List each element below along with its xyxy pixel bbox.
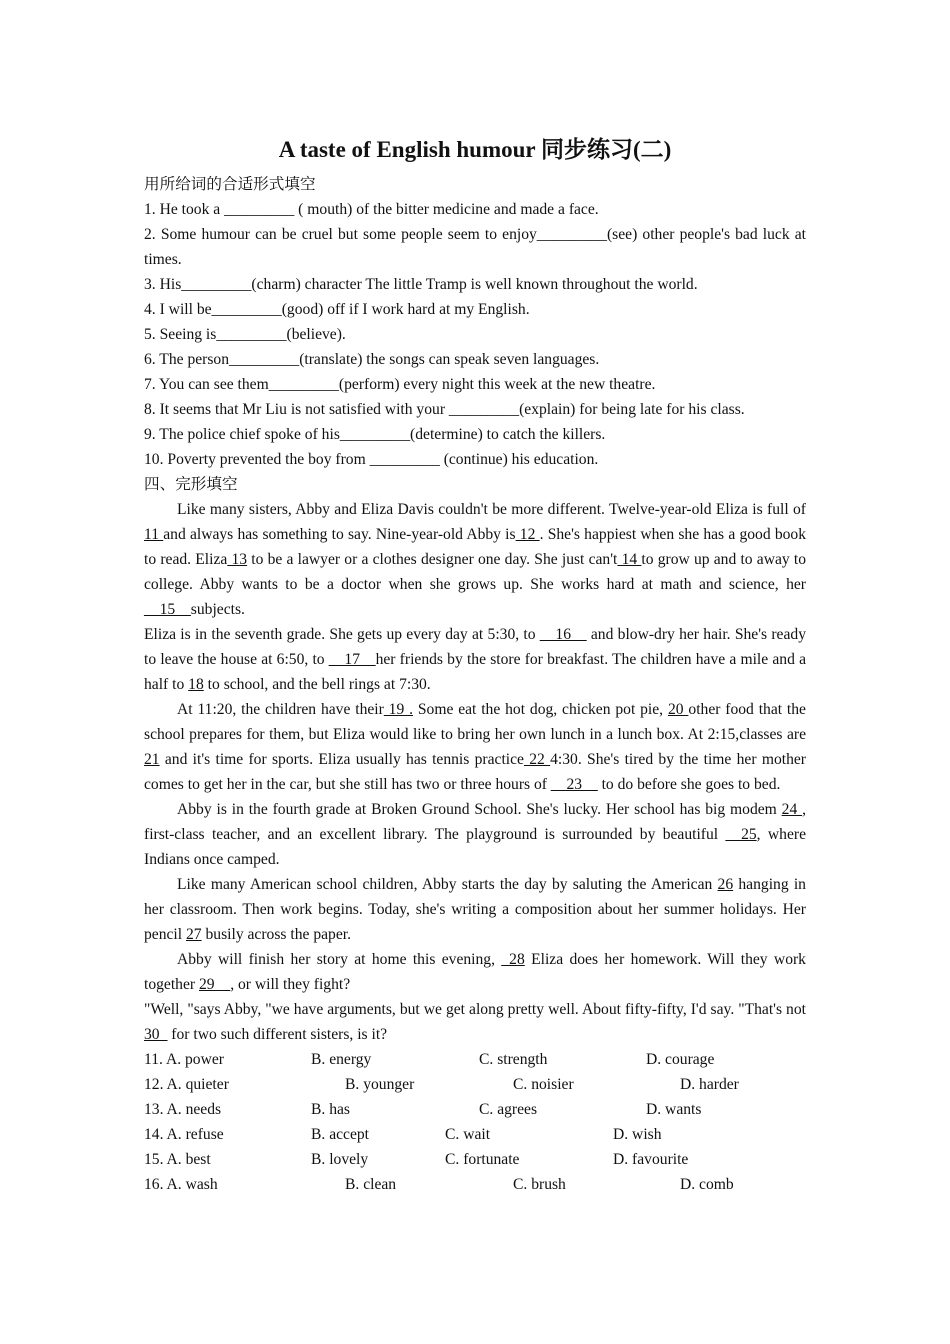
option-d: D. wish	[613, 1126, 662, 1143]
options-row-14	[144, 1122, 806, 1147]
worksheet-page	[144, 130, 806, 1197]
option-c: C. agrees	[479, 1101, 538, 1118]
option-d: D. favourite	[613, 1151, 689, 1168]
blank-12: 12	[515, 526, 540, 543]
options-row-13	[144, 1097, 806, 1122]
blank-19: 19 .	[383, 701, 413, 718]
option-a: 11. A. power	[144, 1051, 224, 1068]
blank-13: 13	[227, 551, 248, 568]
blank-21: 21	[144, 751, 160, 768]
exercise-item-8: 8. It seems that Mr Liu is not satisfied with your _________(explain) for being late for his class.	[144, 401, 745, 418]
exercise-item-2: 2. Some humour can be cruel but some people seem to enjoy_________(see) other people's bad luck at times.	[144, 226, 806, 268]
blank-23: __23__	[550, 776, 598, 793]
option-d: D. harder	[680, 1076, 739, 1093]
cloze-paragraph-1: Like many sisters, Abby and Eliza Davis couldn't be more different. Twelve-year-old Eliza is full of 11 and always has something to say. Nine-year-old Abby is 12 . She's happiest when she has a good book to read. Eliza 13 to be a lawyer or a clothes designer one day. She just can't 14 to grow up and to away to college. Abby wants to be a doctor when she grows up. She works hard at math and science, her __15__subjects.	[144, 501, 807, 618]
option-a: 13. A. needs	[144, 1101, 222, 1118]
blank-27: 27	[186, 926, 202, 943]
cloze-paragraph-3: At 11:20, the children have their 19 . Some eat the hot dog, chicken pot pie, 20 other food that the school prepares for them, but Eliza would like to bring her own lunch in a lunch box. At 2:15,classes are 21 and it's time for sports. Eliza usually has tennis practice 22 4:30. She's tired by the time her mother comes to get her in the car, but she still has two or three hours of __23__ to do before she goes to bed.	[144, 701, 806, 793]
cloze-paragraph-5: Like many American school children, Abby starts the day by saluting the American 26 hanging in her classroom. Then work begins. Today, she's writing a composition about her summer holidays. Her pencil 27 busily across the paper.	[144, 876, 806, 943]
blank-26: 26	[717, 876, 734, 893]
option-d: D. comb	[680, 1176, 734, 1193]
cloze-paragraph-6: Abby will finish her story at home this evening, _28 Eliza does her homework. Will they work together 29__, or will they fight?	[144, 951, 806, 993]
page-title: A taste of English humour 同步练习(二)	[278, 137, 672, 162]
blank-20: 20	[667, 701, 689, 718]
options-row-15	[144, 1147, 806, 1172]
blank-28: _28	[501, 951, 525, 968]
section-heading-cloze: 四、完形填空	[144, 476, 238, 493]
option-a: 14. A. refuse	[144, 1126, 224, 1143]
options-row-16	[144, 1172, 806, 1197]
options-row-12	[144, 1072, 806, 1097]
blank-22: 22	[523, 751, 551, 768]
exercise-item-9: 9. The police chief spoke of his_________(determine) to catch the killers.	[144, 426, 606, 443]
option-d: D. wants	[646, 1101, 702, 1118]
cloze-paragraph-2: Eliza is in the seventh grade. She gets up every day at 5:30, to __16__ and blow-dry her hair. She's ready to leave the house at 6:50, to __17__her friends by the store for breakfast. The children have a mile and a half to 18 to school, and the bell rings at 7:30.	[144, 626, 807, 693]
option-c: C. strength	[479, 1051, 548, 1068]
blank-30: 30_	[144, 1026, 168, 1043]
exercise-item-6: 6. The person_________(translate) the songs can speak seven languages.	[144, 351, 600, 368]
cloze-paragraph-4: Abby is in the fourth grade at Broken Ground School. She's lucky. Her school has big modem 24 , first-class teacher, and an excellent library. The playground is surrounded by beautiful __25, where Indians once camped.	[144, 801, 807, 868]
option-b: B. accept	[311, 1126, 370, 1143]
option-c: C. noisier	[513, 1076, 574, 1093]
exercise-item-4: 4. I will be_________(good) off if I work hard at my English.	[144, 301, 530, 318]
blank-11: 11	[144, 526, 164, 543]
cloze-paragraph-7: "Well, "says Abby, "we have arguments, but we get along pretty well. About fifty-fifty, I'd say. "That's not 30_ for two such different sisters, is it?	[144, 1001, 806, 1043]
blank-16: __16__	[539, 626, 587, 643]
option-a: 16. A. wash	[144, 1176, 218, 1193]
option-b: B. has	[311, 1101, 350, 1118]
blank-15: __15__	[144, 601, 191, 618]
option-d: D. courage	[646, 1051, 715, 1068]
section-heading-word-forms: 用所给词的合适形式填空	[144, 176, 316, 193]
exercise-item-7: 7. You can see them_________(perform) every night this week at the new theatre.	[144, 376, 656, 393]
option-c: C. brush	[513, 1176, 566, 1193]
exercise-item-1: 1. He took a _________ ( mouth) of the bitter medicine and made a face.	[144, 201, 599, 218]
blank-24: 24	[781, 801, 803, 818]
option-b: B. energy	[311, 1051, 372, 1068]
exercise-item-3: 3. His_________(charm) character The little Tramp is well known throughout the world.	[144, 276, 698, 293]
exercise-item-10: 10. Poverty prevented the boy from _________ (continue) his education.	[144, 451, 599, 468]
option-b: B. lovely	[311, 1151, 369, 1168]
option-a: 15. A. best	[144, 1151, 211, 1168]
option-c: C. wait	[445, 1126, 491, 1143]
blank-25: __25	[725, 826, 757, 843]
blank-29: 29__	[199, 976, 231, 993]
blank-14: 14	[617, 551, 642, 568]
exercise-item-5: 5. Seeing is_________(believe).	[144, 326, 346, 343]
option-a: 12. A. quieter	[144, 1076, 229, 1093]
options-row-11	[144, 1047, 806, 1072]
option-c: C. fortunate	[445, 1151, 520, 1168]
blank-18: 18	[188, 676, 204, 693]
option-b: B. younger	[345, 1076, 415, 1093]
blank-17: __17__	[328, 651, 376, 668]
option-b: B. clean	[345, 1176, 397, 1193]
